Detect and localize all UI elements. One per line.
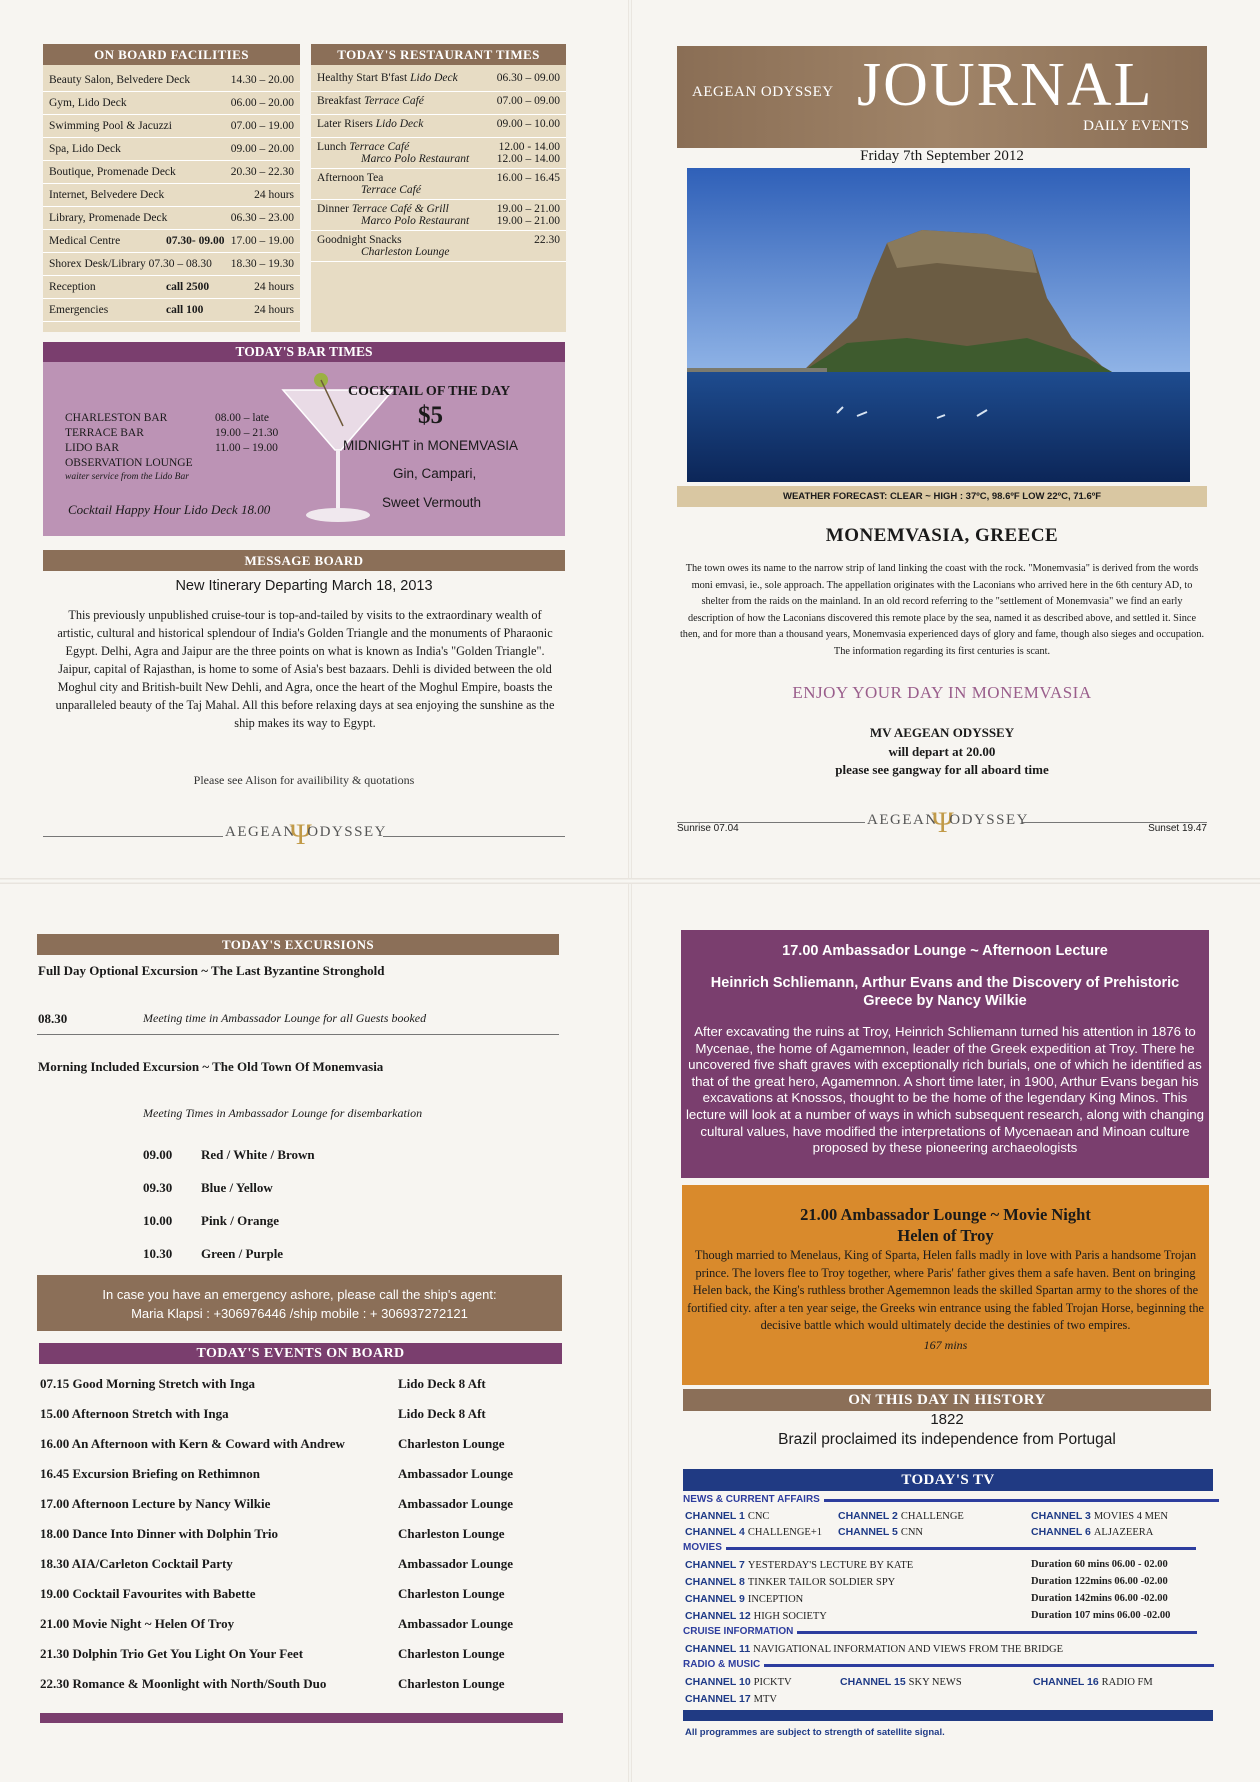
morning-excursion: Morning Included Excursion ~ The Old Town Of Monemvasia (38, 1059, 384, 1074)
restaurant-times (482, 72, 560, 88)
cocktail-ingredients-1: Gin, Campari, (393, 466, 477, 481)
facility-time: 24 hours (254, 304, 294, 316)
group-colors: Green / Purple (201, 1246, 284, 1261)
history-title: ON THIS DAY IN HISTORY (683, 1389, 1211, 1411)
tv-category: CRUISE INFORMATION (683, 1626, 794, 1637)
divider (37, 1034, 559, 1035)
event-name: 17.00 Afternoon Lecture by Nancy Wilkie (40, 1496, 271, 1511)
facility-row (43, 253, 300, 276)
meal-venue: Marco Polo Restaurant (361, 215, 470, 227)
tv-category: NEWS & CURRENT AFFAIRS (683, 1494, 820, 1505)
facility-row (43, 207, 300, 230)
channel-program: YESTERDAY'S LECTURE BY KATE (747, 1560, 914, 1571)
event-name: 16.45 Excursion Briefing on Rethimnon (40, 1466, 260, 1481)
event-name: 18.30 AIA/Carleton Cocktail Party (40, 1556, 233, 1571)
movie-body: Though married to Menelaus, King of Sparta, Helen falls madly in love with Paris a handsome Trojan prince. The lovers flee to Troy together, where Paris' father gives them a safe haven. Bent on bringing Helen back, the King's ruthless brother Agememnon leads the skilled Spartan army to the shores of the fortified city. after a ten year seige, the Greeks win entrance using the fabled Trojan Horse, beginning the decisive battle which would ultimately decide the destinies of two empires. (687, 1248, 1204, 1333)
facility-name: Emergencies (49, 304, 109, 316)
tv-channel (1031, 1510, 1168, 1522)
channel-number: CHANNEL 8 (685, 1576, 745, 1588)
group-time: 10.30 (143, 1246, 173, 1261)
restaurant-row (311, 200, 566, 231)
events-footer-bar (40, 1713, 563, 1723)
meal-line (317, 234, 482, 246)
restaurant-row (311, 169, 566, 200)
bar-time: 19.00 – 21.30 (215, 427, 279, 439)
excursions-title: TODAY'S EXCURSIONS (37, 934, 559, 955)
facility-time: 06.00 – 20.00 (230, 97, 294, 109)
restaurant-row (311, 69, 566, 92)
program-duration: Duration 60 mins 06.00 - 02.00 (1031, 1559, 1168, 1570)
divider (43, 836, 223, 837)
group-colors: Pink / Orange (201, 1213, 280, 1228)
event-location: Charleston Lounge (398, 1676, 505, 1691)
restaurant-row (311, 92, 566, 115)
facility-time: 24 hours (254, 281, 294, 293)
facility-time: 06.30 – 23.00 (230, 212, 294, 224)
cocktail-price: $5 (418, 402, 443, 429)
event-name: 19.00 Cocktail Favourites with Babette (40, 1586, 256, 1601)
monemvasia-photo (687, 168, 1190, 482)
meal-venue: Charleston Lounge (361, 246, 450, 258)
event-location: Charleston Lounge (398, 1526, 505, 1541)
restaurant-meal (317, 172, 482, 196)
sunrise: Sunrise 07.04 (677, 823, 739, 834)
event-location: Ambassador Lounge (398, 1496, 513, 1511)
full-day-excursion: Full Day Optional Excursion ~ The Last Byzantine Stronghold (38, 963, 385, 978)
tv-title: TODAY'S TV (683, 1469, 1213, 1491)
emergency-line-2: Maria Klapsi : +306976446 /ship mobile : + 306937272121 (131, 1306, 468, 1321)
message-body: This previously unpublished cruise-tour is top-and-tailed by visits to the extraordinary wealth of artistic, cultural and historical splendour of India's Golden Triangle and the monuments of Pharaonic Egypt. Delhi, Agra and Jaipur are the three points on what is known as India's "Golden Triangle". Jaipur, capital of Rajasthan, is home to some of Asia's best bazaars. Dehli is divided between the old Moghul city and British-built New Dehli, and Agra, once the heart of the Moghul Empire, boasts the unparalleled beauty of the Taj Mahal. All this before relaxing days at sea enjoying the sunshine as the ship makes its way to Egypt. (55, 608, 555, 730)
event-row (40, 1376, 560, 1392)
meal-name: Dinner (317, 203, 349, 215)
bar-panel (43, 342, 565, 536)
tv-channel (685, 1526, 822, 1538)
tv-channel (685, 1559, 913, 1571)
meal-time: 07.00 – 09.00 (496, 95, 560, 107)
tv-channel (685, 1676, 792, 1688)
journal-brand: AEGEAN ODYSSEY (692, 84, 834, 100)
sunset: Sunset 19.47 (1148, 823, 1207, 834)
events-title: TODAY'S EVENTS ON BOARD (39, 1343, 562, 1364)
meal-name: Breakfast (317, 95, 362, 107)
facility-name: Shorex Desk/Library 07.30 – 08.30 (49, 258, 212, 270)
meal-line (317, 172, 482, 184)
meal-time: 06.30 – 09.00 (496, 72, 560, 84)
place-title: MONEMVASIA, GREECE (825, 525, 1059, 546)
aegean-odyssey-logo: AEGEANΨODYSSEY (867, 806, 1029, 839)
facilities-panel (43, 44, 300, 332)
facility-row (43, 92, 300, 115)
facility-detail: call 2500 (166, 281, 210, 293)
facility-time: 09.00 – 20.00 (230, 143, 294, 155)
facility-name: Library, Promenade Deck (49, 212, 168, 224)
tv-note: All programmes are subject to strength of satellite signal. (685, 1727, 945, 1738)
meeting-note-1: Meeting time in Ambassador Lounge for all Guests booked (143, 1011, 427, 1025)
meal-line (317, 203, 482, 215)
aegean-odyssey-logo: AEGEANΨODYSSEY (225, 818, 387, 851)
facility-name: Swimming Pool & Jacuzzi (49, 120, 172, 132)
movie-duration: 167 mins (923, 1337, 968, 1352)
channel-program: ALJAZEERA (1093, 1527, 1154, 1538)
place-description: The town owes its name to the narrow strip of land linking the coast with the rock. "Monemvasia" is derived from the words moni emvasi, ie., sole approach. The appellation originates with the Laconians who arrived here in the 6th century AD, to shelter from the raids on the mainland. In an old record referring to the "settlement of Monemvasia" we find an early description of how the Laconians discovered this remote place by the sea, named it as described above, and settled it. Since then, and for more than a thousand years, Monemvasia experienced days of glory and fame, though also sieges and occupation. The information regarding its first centuries is scant. (679, 563, 1205, 657)
facility-name: Gym, Lido Deck (49, 97, 127, 109)
group-colors: Blue / Yellow (201, 1180, 273, 1195)
group-colors: Red / White / Brown (201, 1147, 315, 1162)
message-note: Please see Alison for availibility & quotations (193, 773, 415, 787)
meal-venue: Marco Polo Restaurant (361, 153, 470, 165)
channel-number: CHANNEL 16 (1033, 1676, 1099, 1688)
facility-time: 24 hours (254, 189, 294, 201)
movie-heading: 21.00 Ambassador Lounge ~ Movie Night (800, 1205, 1091, 1224)
channel-number: CHANNEL 17 (685, 1693, 751, 1705)
ship-name: MV AEGEAN ODYSSEY (869, 725, 1015, 740)
group-time: 09.00 (143, 1147, 173, 1162)
restaurant-list (311, 65, 566, 266)
facility-time: 07.00 – 19.00 (230, 120, 294, 132)
event-row (40, 1616, 560, 1632)
program-duration: Duration 122mins 06.00 -02.00 (1031, 1576, 1168, 1587)
facility-time: 18.30 – 19.30 (230, 258, 294, 270)
restaurant-times (482, 172, 560, 196)
channel-program: INCEPTION (747, 1594, 804, 1605)
meal-line (317, 246, 482, 258)
movie-box (682, 1185, 1209, 1385)
restaurant-row (311, 231, 566, 262)
event-location: Lido Deck 8 Aft (398, 1376, 486, 1391)
channel-number: CHANNEL 9 (685, 1593, 745, 1605)
facility-row (43, 184, 300, 207)
tv-channel (685, 1576, 895, 1588)
fold-horizontal (0, 878, 1260, 884)
facility-name: Medical Centre (49, 235, 121, 247)
facility-row (43, 69, 300, 92)
meal-venue: Terrace Café (349, 141, 410, 153)
event-location: Charleston Lounge (398, 1436, 505, 1451)
tv-channel (838, 1526, 923, 1538)
history-event: Brazil proclaimed its independence from Portugal (778, 1431, 1116, 1448)
channel-number: CHANNEL 11 (685, 1643, 751, 1655)
facility-time: 17.00 – 19.00 (230, 235, 294, 247)
bar-name: LIDO BAR (65, 442, 119, 454)
facility-name: Internet, Belvedere Deck (49, 189, 165, 201)
meeting-time-1: 08.30 (38, 1011, 68, 1026)
message-title: MESSAGE BOARD (43, 550, 565, 571)
bar-name: TERRACE BAR (65, 427, 144, 439)
tv-category: RADIO & MUSIC (683, 1659, 761, 1670)
departure-time: will depart at 20.00 (888, 743, 996, 759)
facility-name: Reception (49, 281, 96, 293)
restaurant-meal (317, 141, 482, 165)
event-location: Lido Deck 8 Aft (398, 1406, 486, 1421)
restaurant-title: TODAY'S RESTAURANT TIMES (311, 44, 566, 65)
group-time: 10.00 (143, 1213, 173, 1228)
event-name: 18.00 Dance Into Dinner with Dolphin Trio (40, 1526, 279, 1541)
channel-program: MTV (753, 1694, 778, 1705)
meal-time: 12.00 - 14.00 (498, 141, 560, 153)
tv-channel (1031, 1526, 1153, 1538)
journal-date: Friday 7th September 2012 (860, 148, 1024, 164)
meal-name: Goodnight Snacks (317, 234, 402, 246)
tv-channel (685, 1643, 1063, 1655)
meal-name: Afternoon Tea (317, 172, 384, 184)
event-row (40, 1496, 560, 1512)
facility-name: Beauty Salon, Belvedere Deck (49, 74, 191, 86)
observation-note: waiter service from the Lido Bar (65, 472, 189, 482)
channel-program: CHALLENGE (900, 1511, 964, 1522)
restaurant-meal (317, 72, 482, 88)
emergency-line-1: In case you have an emergency ashore, please call the ship's agent: (102, 1287, 497, 1302)
lecture-body: After excavating the ruins at Troy, Heinrich Schliemann turned his attention in 1876 to Mycenae, the home of Agamemnon, leader of the Greek expedition at Troy. There he uncovered five shaft graves with exceptionally rich burials, one of which he identified as that of the great hero, Agamemnon. A short time later, in 1900, Arthur Evans began his excavations at Knossos, thought to be the home of the legendary King Minos. This lecture will look at a number of ways in which subsequent research, along with changing cultural values, have modified the interpretations of Mycenaean and Minoan culture proposed by these pioneering archaeologists (685, 1024, 1205, 1156)
bar-title: TODAY'S BAR TIMES (43, 342, 565, 362)
bar-time: 11.00 – 19.00 (215, 442, 278, 454)
facility-detail: 07.30- 09.00 (166, 235, 225, 247)
event-row (40, 1556, 560, 1572)
restaurant-times (482, 118, 560, 134)
journal-subtitle: DAILY EVENTS (1083, 118, 1189, 134)
trident-icon: Ψ (289, 818, 314, 851)
lecture-box (681, 930, 1209, 1178)
meal-time: 22.30 (534, 234, 560, 246)
facility-name: Spa, Lido Deck (49, 143, 121, 155)
meal-name: Later Risers (317, 118, 373, 130)
restaurant-meal (317, 118, 482, 134)
cocktail-ingredients-2: Sweet Vermouth (382, 495, 482, 510)
restaurant-times (482, 234, 560, 258)
facility-time: 20.30 – 22.30 (230, 166, 294, 178)
meal-time: 19.00 – 21.00 (496, 215, 560, 227)
trident-icon: Ψ (931, 806, 956, 839)
meal-line (317, 141, 482, 153)
channel-program: PICKTV (753, 1677, 792, 1688)
meal-line (317, 95, 482, 107)
event-name: 22.30 Romance & Moonlight with North/South Duo (40, 1676, 327, 1691)
meal-line (317, 153, 482, 165)
message-board (43, 550, 565, 570)
facility-row (43, 138, 300, 161)
event-row (40, 1526, 560, 1542)
meal-time: 19.00 – 21.00 (496, 203, 560, 215)
meal-line (317, 72, 482, 84)
restaurant-times (482, 203, 560, 227)
event-row (40, 1406, 560, 1422)
bar-name: CHARLESTON BAR (65, 412, 168, 424)
meal-line (317, 215, 482, 227)
event-name: 15.00 Afternoon Stretch with Inga (40, 1406, 229, 1421)
tv-footer-bar (683, 1710, 1213, 1721)
restaurant-times (482, 95, 560, 111)
bar-name: OBSERVATION LOUNGE (65, 457, 193, 469)
divider (383, 836, 565, 837)
event-location: Charleston Lounge (398, 1586, 505, 1601)
event-row (40, 1466, 560, 1482)
channel-program: TINKER TAILOR SOLDIER SPY (747, 1577, 896, 1588)
meal-venue: Lido Deck (375, 118, 424, 130)
facility-row (43, 115, 300, 138)
tv-channel (685, 1510, 769, 1522)
channel-program: CNN (900, 1527, 923, 1538)
channel-number: CHANNEL 2 (838, 1510, 898, 1522)
channel-number: CHANNEL 7 (685, 1559, 745, 1571)
channel-number: CHANNEL 12 (685, 1610, 751, 1622)
restaurant-meal (317, 234, 482, 258)
movie-title: Helen of Troy (897, 1226, 994, 1245)
event-row (40, 1586, 560, 1602)
channel-number: CHANNEL 4 (685, 1526, 745, 1538)
meeting-note-2: Meeting Times in Ambassador Lounge for disembarkation (143, 1106, 423, 1120)
lecture-subject: Heinrich Schliemann, Arthur Evans and the Discovery of Prehistoric Greece by Nancy Wilkie (710, 975, 1180, 1009)
meal-name: Lunch (317, 141, 347, 153)
tv-channel (685, 1593, 803, 1605)
event-location: Ambassador Lounge (398, 1556, 513, 1571)
facility-name: Boutique, Promenade Deck (49, 166, 176, 178)
meal-time: 09.00 – 10.00 (496, 118, 560, 130)
channel-number: CHANNEL 10 (685, 1676, 751, 1688)
restaurant-row (311, 115, 566, 138)
facility-row (43, 161, 300, 184)
program-duration: Duration 107 mins 06.00 -02.00 (1031, 1610, 1171, 1621)
meal-venue: Terrace Café (363, 95, 424, 107)
facilities-title: ON BOARD FACILITIES (43, 44, 300, 65)
event-location: Charleston Lounge (398, 1646, 505, 1661)
restaurant-row (311, 138, 566, 169)
channel-program: HIGH SOCIETY (753, 1611, 827, 1622)
event-name: 07.15 Good Morning Stretch with Inga (40, 1376, 255, 1391)
channel-program: NAVIGATIONAL INFORMATION AND VIEWS FROM THE BRIDGE (753, 1644, 1064, 1655)
emergency-box (37, 1275, 562, 1331)
tv-channel (840, 1676, 962, 1688)
event-location: Ambassador Lounge (398, 1466, 513, 1481)
bar-time: 08.00 – late (215, 412, 269, 424)
facility-detail: call 100 (166, 304, 204, 316)
meal-venue: Lido Deck (410, 72, 458, 84)
channel-number: CHANNEL 1 (685, 1510, 745, 1522)
channel-program: CHALLENGE+1 (747, 1527, 822, 1538)
tv-channel (685, 1693, 777, 1705)
channel-number: CHANNEL 3 (1031, 1510, 1091, 1522)
channel-program: RADIO FM (1101, 1677, 1153, 1688)
departure-info (677, 724, 1207, 780)
tv-channel (1033, 1676, 1153, 1688)
cocktail-title: COCKTAIL OF THE DAY (348, 384, 511, 399)
channel-number: CHANNEL 6 (1031, 1526, 1091, 1538)
restaurant-panel (311, 44, 566, 332)
restaurant-times (482, 141, 560, 165)
tv-channel (838, 1510, 964, 1522)
channel-number: CHANNEL 15 (840, 1676, 906, 1688)
program-duration: Duration 142mins 06.00 -02.00 (1031, 1593, 1168, 1604)
happy-hour: Cocktail Happy Hour Lido Deck 18.00 (68, 502, 271, 517)
facility-row (43, 276, 300, 299)
event-name: 21.00 Movie Night ~ Helen Of Troy (40, 1616, 235, 1631)
lecture-heading: 17.00 Ambassador Lounge ~ Afternoon Lecture (782, 943, 1108, 959)
event-row (40, 1436, 560, 1452)
meal-time: 12.00 – 14.00 (496, 153, 560, 165)
fold-vertical (628, 0, 632, 1782)
event-name: 16.00 An Afternoon with Kern & Coward with Andrew (40, 1436, 345, 1451)
facility-time: 14.30 – 20.00 (230, 74, 294, 86)
channel-program: CNC (747, 1511, 770, 1522)
weather-forecast: WEATHER FORECAST: CLEAR ~ HIGH : 37ºC, 98.6ºF LOW 22ºC, 71.6ºF (677, 486, 1207, 507)
meal-name: Healthy Start B'fast (317, 72, 408, 84)
facility-row (43, 230, 300, 253)
event-location: Ambassador Lounge (398, 1616, 513, 1631)
event-name: 21.30 Dolphin Trio Get You Light On Your Feet (40, 1646, 304, 1661)
journal-title: JOURNAL (857, 51, 1154, 119)
journal-masthead (677, 46, 1207, 148)
facility-row (43, 299, 300, 322)
channel-number: CHANNEL 5 (838, 1526, 898, 1538)
channel-program: MOVIES 4 MEN (1093, 1511, 1168, 1522)
cocktail-name: MIDNIGHT in MONEMVASIA (343, 438, 519, 453)
channel-program: SKY NEWS (908, 1677, 962, 1688)
event-row (40, 1676, 560, 1692)
message-heading: New Itinerary Departing March 18, 2013 (175, 578, 433, 594)
enjoy-message: ENJOY YOUR DAY IN MONEMVASIA (792, 683, 1092, 702)
tv-category: MOVIES (683, 1542, 722, 1553)
meal-time: 16.00 – 16.45 (496, 172, 560, 184)
gangway-note: please see gangway for all aboard time (835, 762, 1049, 777)
group-time: 09.30 (143, 1180, 173, 1195)
restaurant-meal (317, 95, 482, 111)
meal-venue: Terrace Café & Grill (351, 203, 449, 215)
meal-line (317, 184, 482, 196)
facilities-list (43, 65, 300, 326)
meal-line (317, 118, 482, 130)
meal-venue: Terrace Café (361, 184, 421, 196)
history-year: 1822 (930, 1411, 964, 1428)
event-row (40, 1646, 560, 1662)
restaurant-meal (317, 203, 482, 227)
tv-channel (685, 1610, 827, 1622)
